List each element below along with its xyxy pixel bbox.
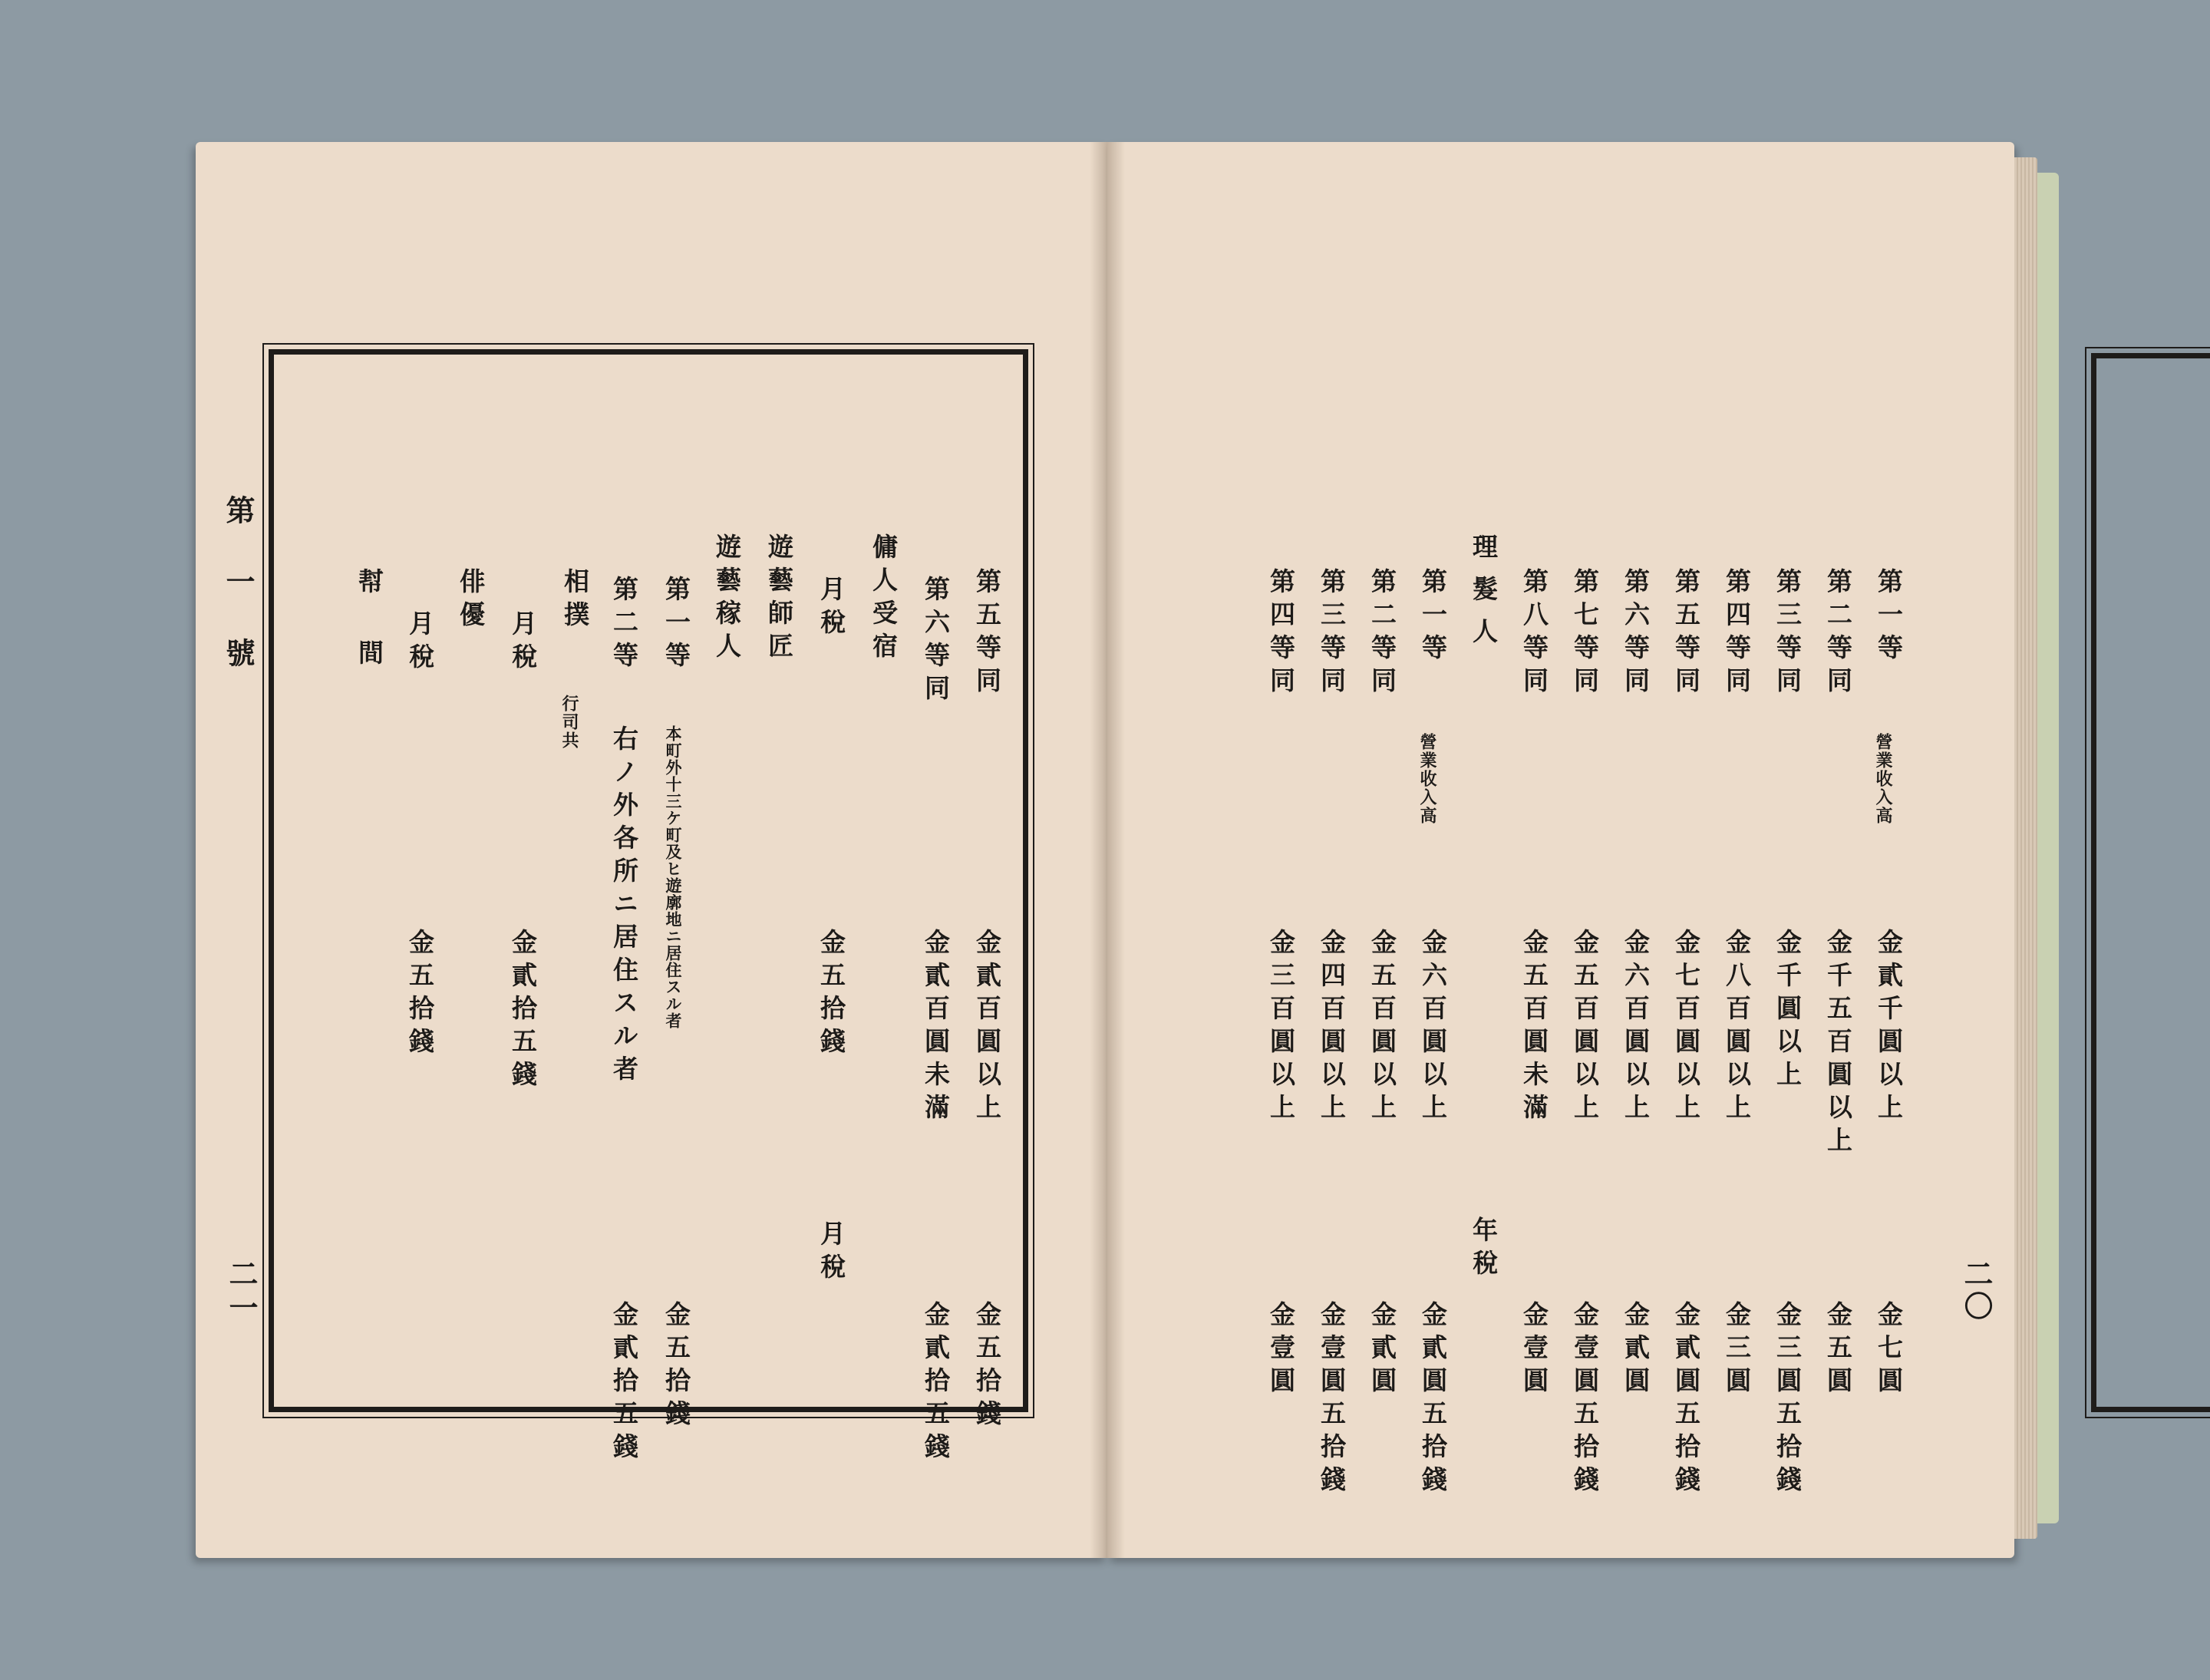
right-col-1-fee: 金七圓 [1874,1301,1904,1400]
right-col-3-label: 第三等同 [1773,568,1803,700]
right-col-10-fee: 金貳圓五拾錢 [1418,1301,1448,1499]
right-col-8-amount: 金五百圓未滿 [1519,929,1549,1127]
left-col-7-label: 第一等 [661,576,691,675]
right-col-1-sub: 營業收入高 [1873,733,1893,825]
book-spread [184,142,2057,1558]
right-col-3-fee: 金三圓五拾錢 [1773,1301,1803,1499]
right-col-2-label: 第二等同 [1823,568,1853,700]
right-col-5-fee: 金貳圓五拾錢 [1671,1301,1701,1499]
right-col-7-amount: 金五百圓以上 [1570,929,1600,1127]
left-col-12-label: 月稅 [405,610,435,676]
left-col-4-amount: 金五拾錢 [816,929,846,1061]
left-col-11-label: 俳優 [456,568,486,634]
right-frame [2091,353,2210,1412]
right-col-13-fee: 金壹圓 [1266,1301,1296,1400]
left-col-8-label: 第二等 [609,576,639,675]
right-col-2-fee: 金五圓 [1823,1301,1853,1400]
left-col-1-amount: 金貳百圓以上 [972,929,1002,1127]
left-col-2-fee: 金貳拾五錢 [921,1301,951,1466]
right-page-number: 二〇 [1959,1259,1994,1323]
page-edges [2014,157,2037,1539]
right-col-4-fee: 金三圓 [1722,1301,1752,1400]
left-col-7-fee: 金五拾錢 [661,1301,691,1433]
left-frame [269,349,1028,1412]
right-col-8-label: 第八等同 [1519,568,1549,700]
right-col-10-label: 第一等 [1418,568,1448,667]
right-col-6-label: 第六等同 [1621,568,1651,700]
book-gutter [1090,142,1125,1558]
right-col-10-amount: 金六百圓以上 [1418,929,1448,1127]
right-col-4-amount: 金八百圓以上 [1722,929,1752,1127]
right-col-6-fee: 金貳圓 [1621,1301,1651,1400]
right-col-3-amount: 金千圓以上 [1773,929,1803,1094]
left-col-9-label: 相撲 [560,568,590,634]
right-col-12-fee: 金壹圓五拾錢 [1317,1301,1347,1499]
right-col-11-fee: 金貳圓 [1367,1301,1397,1400]
right-col-12-amount: 金四百圓以上 [1317,929,1347,1127]
right-col-5-label: 第五等同 [1671,568,1701,700]
left-col-6-label: 遊藝稼人 [712,533,742,665]
left-col-4-label: 月稅 [816,576,846,642]
right-col-8-fee: 金壹圓 [1519,1301,1549,1400]
right-page [1107,142,2014,1558]
right-col-1-label: 第一等 [1874,568,1904,667]
left-col-8-fee: 金貳拾五錢 [609,1301,639,1466]
left-col-1-label: 第五等同 [972,568,1002,700]
right-col-5-amount: 金七百圓以上 [1671,929,1701,1127]
right-col-12-label: 第三等同 [1317,568,1347,700]
right-col-7-fee: 金壹圓五拾錢 [1570,1301,1600,1499]
right-col-6-amount: 金六百圓以上 [1621,929,1651,1127]
left-col-8-sub: 右ノ外各所ニ居住スル者 [609,725,639,1088]
left-col-4-fee: 月稅 [816,1220,846,1286]
left-col-7-sub: 本町外十三ケ町及ヒ遊廓地ニ居住スル者 [664,725,683,1029]
right-col-1-amount: 金貳千圓以上 [1874,929,1904,1127]
left-col-10-label: 月稅 [508,610,538,676]
left-page-number: 二一 [224,1259,259,1326]
left-col-2-label: 第六等同 [921,576,951,708]
left-col-5-label: 遊藝師匠 [764,533,794,665]
left-page [196,142,1107,1558]
right-col-13-label: 第四等同 [1266,568,1296,700]
right-col-7-label: 第七等同 [1570,568,1600,700]
right-col-13-amount: 金三百圓以上 [1266,929,1296,1127]
right-col-4-label: 第四等同 [1722,568,1752,700]
right-col-10-sub: 營業收入高 [1417,733,1437,825]
left-col-10-amount: 金貳拾五錢 [508,929,538,1094]
left-col-12-amount: 金五拾錢 [405,929,435,1061]
left-col-3-label: 傭人受宿 [869,533,899,665]
right-col-11-amount: 金五百圓以上 [1367,929,1397,1127]
right-col-9-label: 理髮人 [1469,533,1499,660]
left-col-13-label: 幇間 [355,568,384,711]
back-cover-edge [2037,173,2059,1523]
left-col-1-fee: 金五拾錢 [972,1301,1002,1433]
left-col-2-amount: 金貳百圓未滿 [921,929,951,1127]
left-col-9-sub: 行司共 [559,695,579,750]
right-col-11-label: 第二等同 [1367,568,1397,700]
right-col-2-amount: 金千五百圓以上 [1823,929,1853,1160]
left-header: 第一號 [221,495,256,709]
right-col-9-fee: 年稅 [1469,1216,1499,1282]
